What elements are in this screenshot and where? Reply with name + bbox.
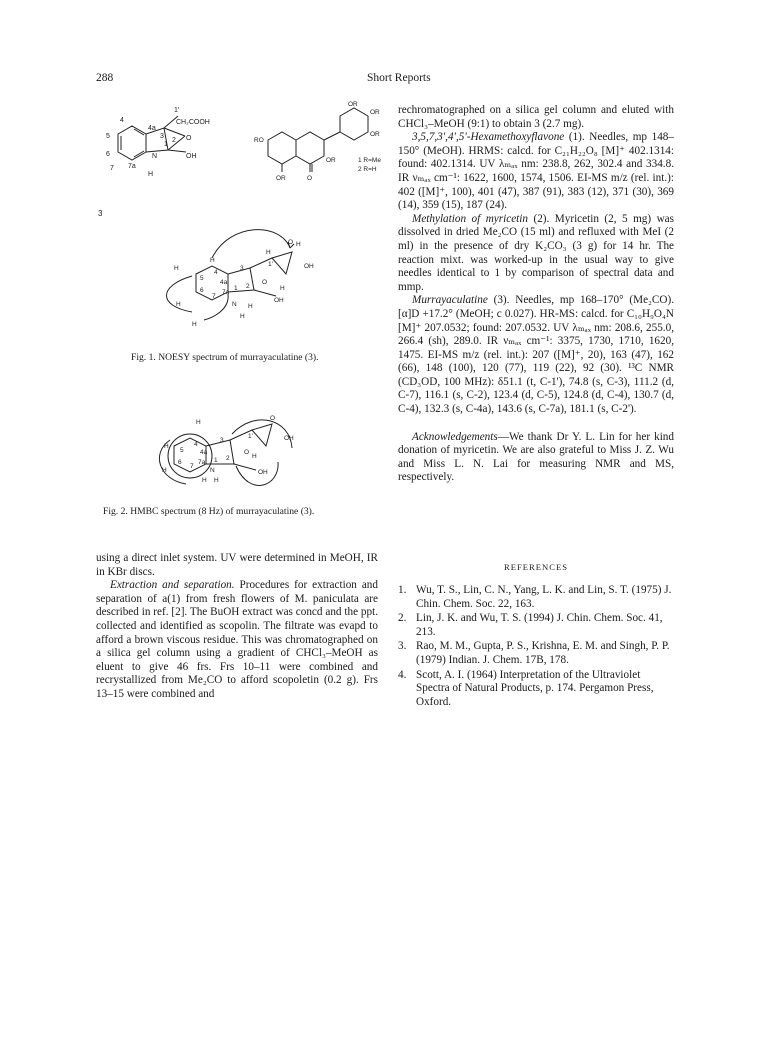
- struct3-label: 3: [160, 133, 164, 140]
- flavone-legend-1: 1 R=Me: [358, 157, 381, 164]
- hmbc-label: 7a: [198, 459, 206, 466]
- structure-3: [88, 100, 238, 230]
- structure-flavone: [250, 100, 395, 182]
- hmbc-label: N: [210, 467, 215, 474]
- reference-number: 1.: [398, 584, 407, 596]
- right-paragraph-compound-3: [398, 294, 674, 416]
- noesy-label: H: [174, 265, 179, 272]
- noesy-label: H: [240, 313, 245, 320]
- reference-number: 4.: [398, 668, 407, 681]
- noesy-label: 4: [214, 269, 218, 276]
- hmbc-label: H: [164, 443, 169, 450]
- hmbc-label: 1: [214, 457, 218, 464]
- struct3-label: 7: [110, 165, 114, 172]
- hmbc-label: H: [196, 419, 201, 426]
- hmbc-label: OH: [284, 435, 294, 442]
- left-column: [96, 552, 378, 702]
- hmbc-label: 2: [226, 455, 230, 462]
- flavone-group: OR: [326, 157, 336, 164]
- noesy-label: 6: [200, 287, 204, 294]
- section-title-extraction: Extraction and separation.: [110, 579, 235, 592]
- left-paragraph-1: using a direct inlet system. UV were determined in MeOH, IR in KBr discs.: [96, 552, 378, 578]
- noesy-label: H: [280, 285, 285, 292]
- fig1-caption: Fig. 1. NOESY spectrum of murrayaculatine (3).: [131, 352, 319, 363]
- reference-number: 3.: [398, 640, 407, 653]
- compound-3-title: Murrayaculatine: [412, 294, 488, 307]
- reference-item: [398, 669, 674, 710]
- noesy-label: 5: [200, 275, 204, 282]
- hmbc-label: 4: [194, 441, 198, 448]
- struct3-label: OH: [186, 153, 197, 160]
- struct3-label: 7a: [128, 163, 136, 170]
- struct3-label: 1: [164, 141, 168, 148]
- page-number: 288: [96, 72, 114, 84]
- hmbc-label: H: [162, 467, 167, 474]
- references-list: [398, 584, 674, 710]
- hmbc-label: 1': [248, 433, 253, 440]
- reference-item: [398, 612, 674, 639]
- methylation-title: Methylation of myricetin: [412, 212, 528, 225]
- hmbc-label: 3: [220, 437, 224, 444]
- compound-1-text: (1). Needles, mp 148–150° (MeOH). HRMS: calcd. for C₂₁H₂₂O₈ [M]⁺ 402.1314: found: 402.1314. UV λₘₐₓ nm: 238.8, 262, 302.4 and 334.8. IR νₘₐₓ cm⁻¹: 1622, 1600, 1574, 1506. EI-MS m/z (rel. int.): 402 ([M]⁺, 100), 401 (47), 387 (91), 383 (12), 371 (30), 369 (14), 359 (15), 187 (24).: [398, 131, 674, 212]
- noesy-label: 1': [268, 261, 273, 268]
- flavone-group: OR: [276, 175, 286, 182]
- reference-text: Wu, T. S., Lin, C. N., Yang, L. K. and Lin, S. T. (1975) J. Chin. Chem. Soc. 22, 163.: [416, 584, 672, 610]
- struct3-label: 2: [172, 137, 176, 144]
- noesy-figure: [140, 228, 340, 348]
- compound-3-text: (3). Needles, mp 168–170° (Me₂CO). [α]D +17.2° (MeOH; c 0.027). HR-MS: calcd. for C₁₀H₉O₄N [M]⁺ 207.0532; found: 207.0532. UV λₘₐₓ nm: 208.6, 255.0, 266.4 (sh), 289.0. IR νₘₐₓ cm⁻¹: 3375, 1730, 1710, 1620, 1475. EI-MS m/z (rel. int.): 207 ([M]⁺, 20), 163 (47), 162 (66), 148 (100), 120 (77), 119 (22), 92 (30). ¹³C NMR (CD₃OD, 100 MHz): δ51.1 (t, C-1'), 74.8 (s, C-3), 111.2 (d, C-7), 116.1 (s, C-2), 123.4 (d, C-5), 124.8 (d, C-4), 130.7 (d, C-4), 132.3 (s, C-4a), 143.6 (s, C-7a), 181.1 (s, C-2').: [398, 294, 674, 416]
- noesy-label: 2: [246, 283, 250, 290]
- hmbc-label: 5: [180, 447, 184, 454]
- hmbc-label: 6: [178, 459, 182, 466]
- flavone-group: OR: [370, 109, 380, 116]
- struct3-label: N: [152, 153, 158, 160]
- noesy-label: O: [262, 279, 268, 286]
- noesy-label: 7a: [222, 289, 230, 296]
- running-title: Short Reports: [367, 72, 431, 84]
- right-paragraph-methylation: [398, 213, 674, 295]
- fig2-caption: Fig. 2. HMBC spectrum (8 Hz) of murrayaculatine (3).: [103, 506, 315, 517]
- noesy-label: H: [248, 303, 253, 310]
- struct3-label: O: [186, 135, 192, 142]
- struct3-number: 3: [98, 209, 103, 218]
- struct3-label: H: [148, 171, 154, 178]
- flavone-group: O: [307, 175, 313, 182]
- acknowledgements-title: Acknowledgements: [412, 430, 498, 443]
- noesy-label: O: [288, 239, 294, 246]
- compound-1-title: 3,5,7,3',4',5'-Hexamethoxyflavone: [412, 131, 565, 144]
- noesy-label: H: [296, 241, 301, 248]
- struct3-label: 1': [174, 107, 180, 114]
- noesy-label: 3: [240, 265, 244, 272]
- noesy-label: OH: [304, 263, 314, 270]
- reference-text: Rao, M. M., Gupta, P. S., Krishna, E. M. and Singh, P. P. (1979) Indian. J. Chem. 17B, 178.: [416, 640, 670, 666]
- hmbc-label: OH: [258, 469, 268, 476]
- noesy-label: H: [266, 249, 271, 256]
- acknowledgements: [398, 431, 674, 485]
- noesy-label: H: [176, 301, 181, 308]
- hmbc-label: 4a: [200, 449, 208, 456]
- reference-number: 2.: [398, 612, 407, 625]
- noesy-label: OH: [274, 297, 284, 304]
- reference-item: [398, 640, 674, 667]
- struct3-label: 5: [106, 133, 110, 140]
- reference-text: Scott, A. I. (1964) Interpretation of the Ultraviolet Spectra of Natural Products, p. 174. Pergamon Press, Oxford.: [416, 668, 654, 708]
- right-column: [398, 104, 674, 485]
- extraction-text: Procedures for extraction and separation of a(1) from fresh flowers of M. paniculata are described in ref. [2]. The BuOH extract was concd and the ppt. collected and identified as scopolin. The filtrate was evapd to afford a brown viscous residue. This was chromatographed on a silica gel column using a gradient of CHCl₃–MeOH as eluent to give 46 frs. Frs 10–11 were combined and recrystallized from Me₂CO to afford scopoletin (0.2 g). Frs 13–15 were combined and: [96, 579, 378, 700]
- flavone-legend-2: 2 R=H: [358, 166, 377, 173]
- left-paragraph-2: [96, 579, 378, 701]
- hmbc-label: H: [202, 477, 207, 484]
- flavone-group: RO: [254, 137, 264, 144]
- flavone-group: OR: [370, 131, 380, 138]
- hmbc-label: H: [252, 453, 257, 460]
- noesy-label: 4a: [220, 279, 228, 286]
- struct3-label: CH₂COOH: [176, 119, 210, 126]
- noesy-label: 7: [212, 293, 216, 300]
- acknowledgements-text: —We thank Dr Y. L. Lin for her kind donation of myricetin. We are also grateful to Miss J. Z. Wu and Miss L. N. Lai for measuring NMR and MS, respectively.: [398, 430, 674, 484]
- right-paragraph-compound-1: [398, 131, 674, 213]
- flavone-group: OR: [348, 101, 358, 108]
- noesy-label: H: [192, 321, 197, 328]
- struct3-label: 4: [120, 117, 124, 124]
- reference-text: Lin, J. K. and Wu, T. S. (1994) J. Chin. Chem. Soc. 41, 213.: [416, 612, 663, 638]
- struct3-label: 6: [106, 151, 110, 158]
- noesy-label: H: [210, 257, 215, 264]
- hmbc-label: O: [270, 415, 276, 422]
- hmbc-label: O: [244, 449, 250, 456]
- references-title: REFERENCES: [504, 562, 568, 572]
- methylation-text: (2). Myricetin (2, 5 mg) was dissolved in dried Me₂CO (15 ml) and refluxed with MeI (2 ml) in the presence of dry K₂CO₃ (3 g) for 14 hr. The reaction mixt. was worked-up in the usual way to give needles identical to 1 by comparison of spectral data and mmp.: [398, 212, 674, 293]
- hmbc-figure: [140, 410, 340, 510]
- reference-item: [398, 584, 674, 611]
- hmbc-label: 7: [190, 463, 194, 470]
- hmbc-label: H: [214, 477, 219, 484]
- struct3-label: 4a: [148, 125, 156, 132]
- noesy-label: N: [232, 301, 237, 308]
- right-paragraph-1: rechromatographed on a silica gel column and eluted with CHCl₃–MeOH (9:1) to obtain 3 (2.7 mg).: [398, 104, 674, 130]
- noesy-label: 1: [234, 285, 238, 292]
